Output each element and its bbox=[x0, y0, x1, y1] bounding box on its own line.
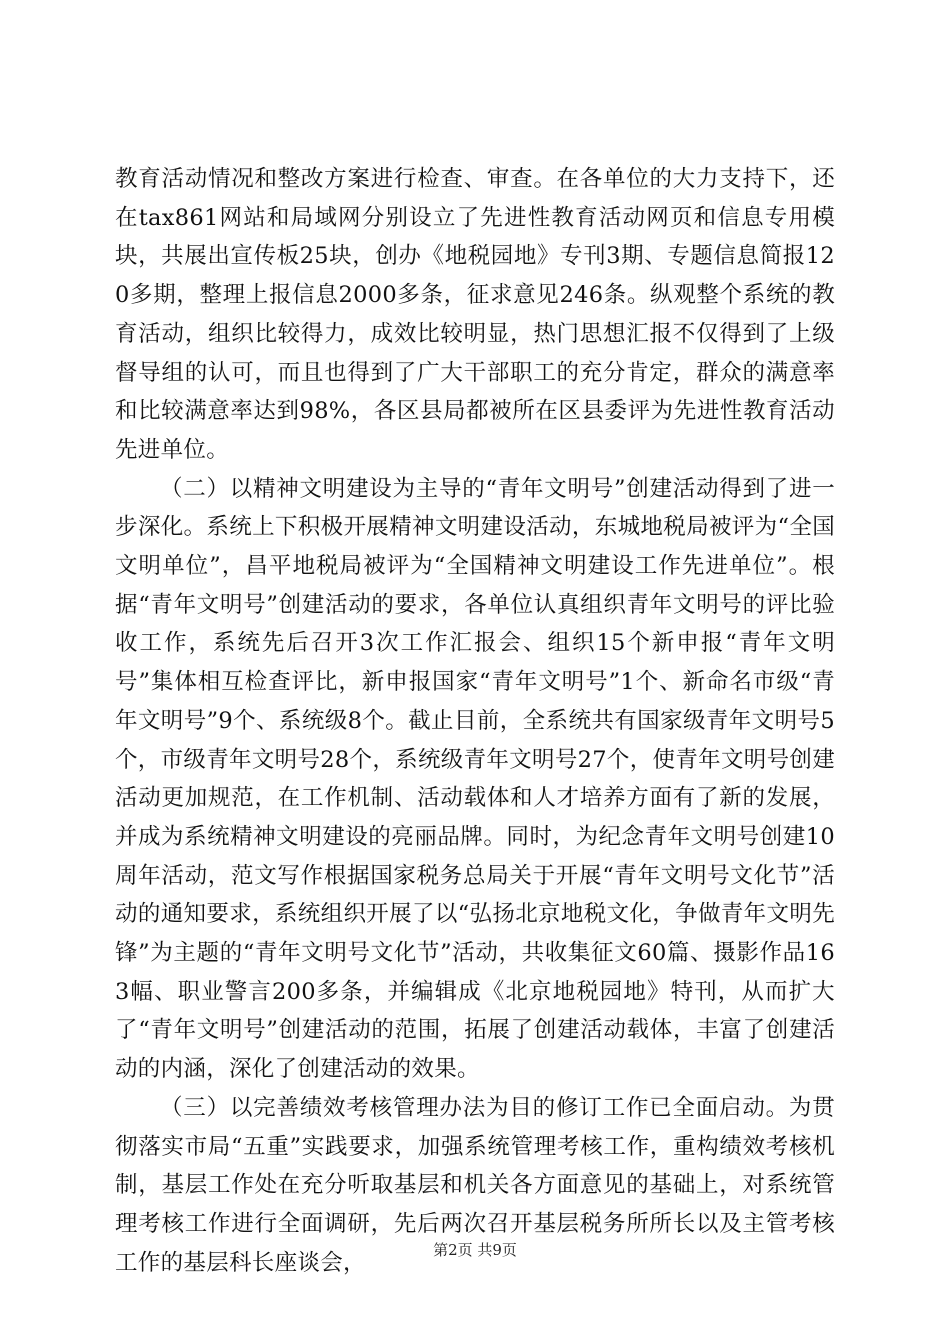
paragraph-section-two: （二）以精神文明建设为主导的“青年文明号”创建活动得到了进一步深化。系统上下积极开展精神文明建设活动，东城地税局被评为“全国文明单位”，昌平地税局被评为“全国精神文明建设工作先进单位”。根据“青年文明号”创建活动的要求，各单位认真组织青年文明号的评比验收工作，系统先后召开3次工作汇报会、组织15个新申报“青年文明号”集体相互检查评比，新申报国家“青年文明号”1个、新命名市级“青年文明号”9个、系统级8个。截止目前，全系统共有国家级青年文明号5个，市级青年文明号28个，系统级青年文明号27个，使青年文明号创建活动更加规范，在工作机制、活动载体和人才培养方面有了新的发展，并成为系统精神文明建设的亮丽品牌。同时，为纪念青年文明号创建10周年活动，范文写作根据国家税务总局关于开展“青年文明号文化节”活动的通知要求，系统组织开展了以“弘扬北京地税文化，争做青年文明先锋”为主题的“青年文明号文化节”活动，共收集征文60篇、摄影作品163幅、职业警言200多条，并编辑成《北京地税园地》特刊，从而扩大了“青年文明号”创建活动的范围，拓展了创建活动载体，丰富了创建活动的内涵，深化了创建活动的效果。 bbox=[115, 475, 835, 1083]
page-number-footer: 第2页 共9页 bbox=[433, 1241, 517, 1259]
paragraph-continuation: 教育活动情况和整改方案进行检查、审查。在各单位的大力支持下，还在tax861网站和局域网分别设立了先进性教育活动网页和信息专用模块，共展出宣传板25块，创办《地税园地》专刊3期、专题信息简报120多期，整理上报信息2000多条，征求意见246条。纵观整个系统的教育活动，组织比较得力，成效比较明显，热门思想汇报不仅得到了上级督导组的认可，而且也得到了广大干部职工的充分肯定，群众的满意率和比较满意率达到98%，各区县局都被所在区县委评为先进性教育活动先进单位。 bbox=[115, 166, 835, 463]
paragraph-section-three: （三）以完善绩效考核管理办法为目的修订工作已全面启动。为贯彻落实市局“五重”实践要求，加强系统管理考核工作，重构绩效考核机制，基层工作处在充分听取基层和机关各方面意见的基础上，对系统管理考核工作进行全面调研，先后两次召开基层税务所所长以及主管考核工作的基层科长座谈会， bbox=[115, 1094, 835, 1276]
document-body bbox=[115, 160, 835, 1282]
